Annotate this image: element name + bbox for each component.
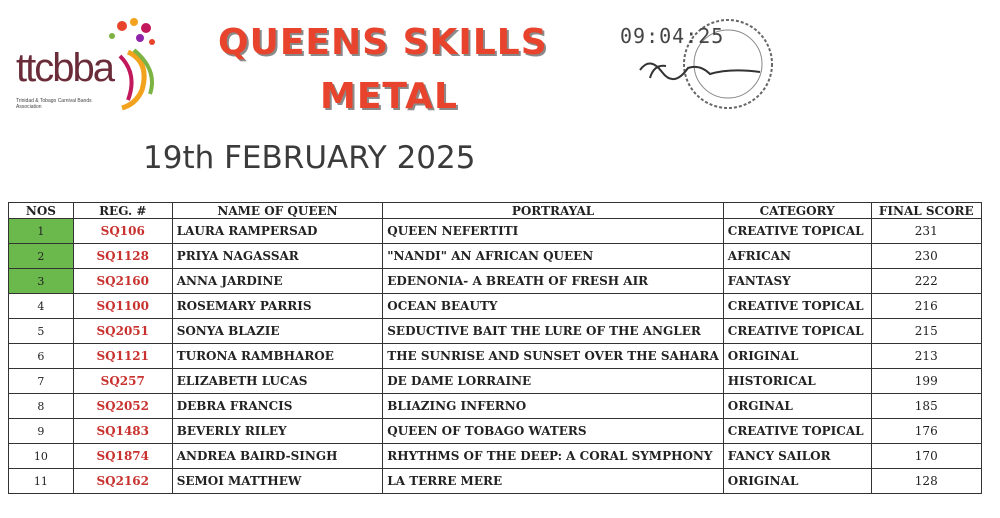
event-date: 19th FEBRUARY 2025: [143, 140, 476, 176]
row-reg-number: SQ1100: [73, 294, 172, 319]
row-queen-name: TURONA RAMBHAROE: [172, 344, 383, 369]
row-queen-name: BEVERLY RILEY: [172, 419, 383, 444]
page-subtitle: METAL: [320, 76, 458, 117]
results-table: [8, 202, 982, 494]
header-final-score: FINAL SCORE: [871, 203, 981, 219]
row-final-score: 215: [871, 319, 981, 344]
row-queen-name: SEMOI MATTHEW: [172, 469, 383, 494]
row-category: FANTASY: [723, 269, 871, 294]
row-final-score: 176: [871, 419, 981, 444]
row-final-score: 128: [871, 469, 981, 494]
table-row: [9, 294, 982, 319]
table-row: [9, 269, 982, 294]
row-nos: 6: [9, 344, 74, 369]
table-header-row: [9, 203, 982, 219]
row-final-score: 230: [871, 244, 981, 269]
row-final-score: 185: [871, 394, 981, 419]
row-category: ORIGINAL: [723, 469, 871, 494]
table-row: [9, 219, 982, 244]
row-category: AFRICAN: [723, 244, 871, 269]
row-nos: 5: [9, 319, 74, 344]
row-final-score: 199: [871, 369, 981, 394]
table-row: [9, 394, 982, 419]
row-nos: 8: [9, 394, 74, 419]
stamp-time: 09:04:25: [620, 24, 725, 48]
table-row: [9, 419, 982, 444]
row-nos: 2: [9, 244, 74, 269]
row-nos: 7: [9, 369, 74, 394]
row-final-score: 216: [871, 294, 981, 319]
table-row: [9, 444, 982, 469]
row-queen-name: ANNA JARDINE: [172, 269, 383, 294]
row-queen-name: ANDREA BAIRD-SINGH: [172, 444, 383, 469]
ttcbba-logo: [10, 12, 160, 112]
row-queen-name: ELIZABETH LUCAS: [172, 369, 383, 394]
header-nos: NOS: [9, 203, 74, 219]
row-nos: 10: [9, 444, 74, 469]
table-row: [9, 344, 982, 369]
row-nos: 11: [9, 469, 74, 494]
row-reg-number: SQ2160: [73, 269, 172, 294]
row-reg-number: SQ257: [73, 369, 172, 394]
table-row: [9, 244, 982, 269]
row-portrayal: QUEEN NEFERTITI: [383, 219, 724, 244]
header-reg: REG. #: [73, 203, 172, 219]
row-reg-number: SQ1121: [73, 344, 172, 369]
row-reg-number: SQ1128: [73, 244, 172, 269]
row-portrayal: QUEEN OF TOBAGO WATERS: [383, 419, 724, 444]
header-portrayal: PORTRAYAL: [383, 203, 724, 219]
row-nos: 9: [9, 419, 74, 444]
table-row: [9, 469, 982, 494]
row-category: CREATIVE TOPICAL: [723, 294, 871, 319]
row-portrayal: BLIAZING INFERNO: [383, 394, 724, 419]
row-nos: 3: [9, 269, 74, 294]
row-category: FANCY SAILOR: [723, 444, 871, 469]
row-reg-number: SQ1874: [73, 444, 172, 469]
row-portrayal: "NANDI" AN AFRICAN QUEEN: [383, 244, 724, 269]
row-reg-number: SQ1483: [73, 419, 172, 444]
row-portrayal: EDENONIA- A BREATH OF FRESH AIR: [383, 269, 724, 294]
row-category: HISTORICAL: [723, 369, 871, 394]
row-queen-name: PRIYA NAGASSAR: [172, 244, 383, 269]
row-category: CREATIVE TOPICAL: [723, 319, 871, 344]
row-reg-number: SQ2162: [73, 469, 172, 494]
table-row: [9, 319, 982, 344]
row-final-score: 170: [871, 444, 981, 469]
header-name: NAME OF QUEEN: [172, 203, 383, 219]
logo-tagline: Trinidad & Tobago Carnival Bands Association: [16, 98, 92, 110]
row-final-score: 222: [871, 269, 981, 294]
page-title: QUEENS SKILLS: [218, 22, 548, 63]
row-queen-name: ROSEMARY PARRIS: [172, 294, 383, 319]
row-queen-name: SONYA BLAZIE: [172, 319, 383, 344]
row-portrayal: LA TERRE MERE: [383, 469, 724, 494]
row-nos: 1: [9, 219, 74, 244]
row-category: ORIGINAL: [723, 344, 871, 369]
row-queen-name: LAURA RAMPERSAD: [172, 219, 383, 244]
row-portrayal: OCEAN BEAUTY: [383, 294, 724, 319]
table-row: [9, 369, 982, 394]
row-portrayal: SEDUCTIVE BAIT THE LURE OF THE ANGLER: [383, 319, 724, 344]
row-category: ORGINAL: [723, 394, 871, 419]
row-reg-number: SQ2051: [73, 319, 172, 344]
row-final-score: 213: [871, 344, 981, 369]
row-reg-number: SQ106: [73, 219, 172, 244]
row-reg-number: SQ2052: [73, 394, 172, 419]
row-final-score: 231: [871, 219, 981, 244]
row-category: CREATIVE TOPICAL: [723, 419, 871, 444]
row-category: CREATIVE TOPICAL: [723, 219, 871, 244]
logo-letters: ttcbba: [16, 46, 113, 90]
row-nos: 4: [9, 294, 74, 319]
row-queen-name: DEBRA FRANCIS: [172, 394, 383, 419]
row-portrayal: THE SUNRISE AND SUNSET OVER THE SAHARA: [383, 344, 724, 369]
row-portrayal: DE DAME LORRAINE: [383, 369, 724, 394]
row-portrayal: RHYTHMS OF THE DEEP: A CORAL SYMPHONY: [383, 444, 724, 469]
header-category: CATEGORY: [723, 203, 871, 219]
